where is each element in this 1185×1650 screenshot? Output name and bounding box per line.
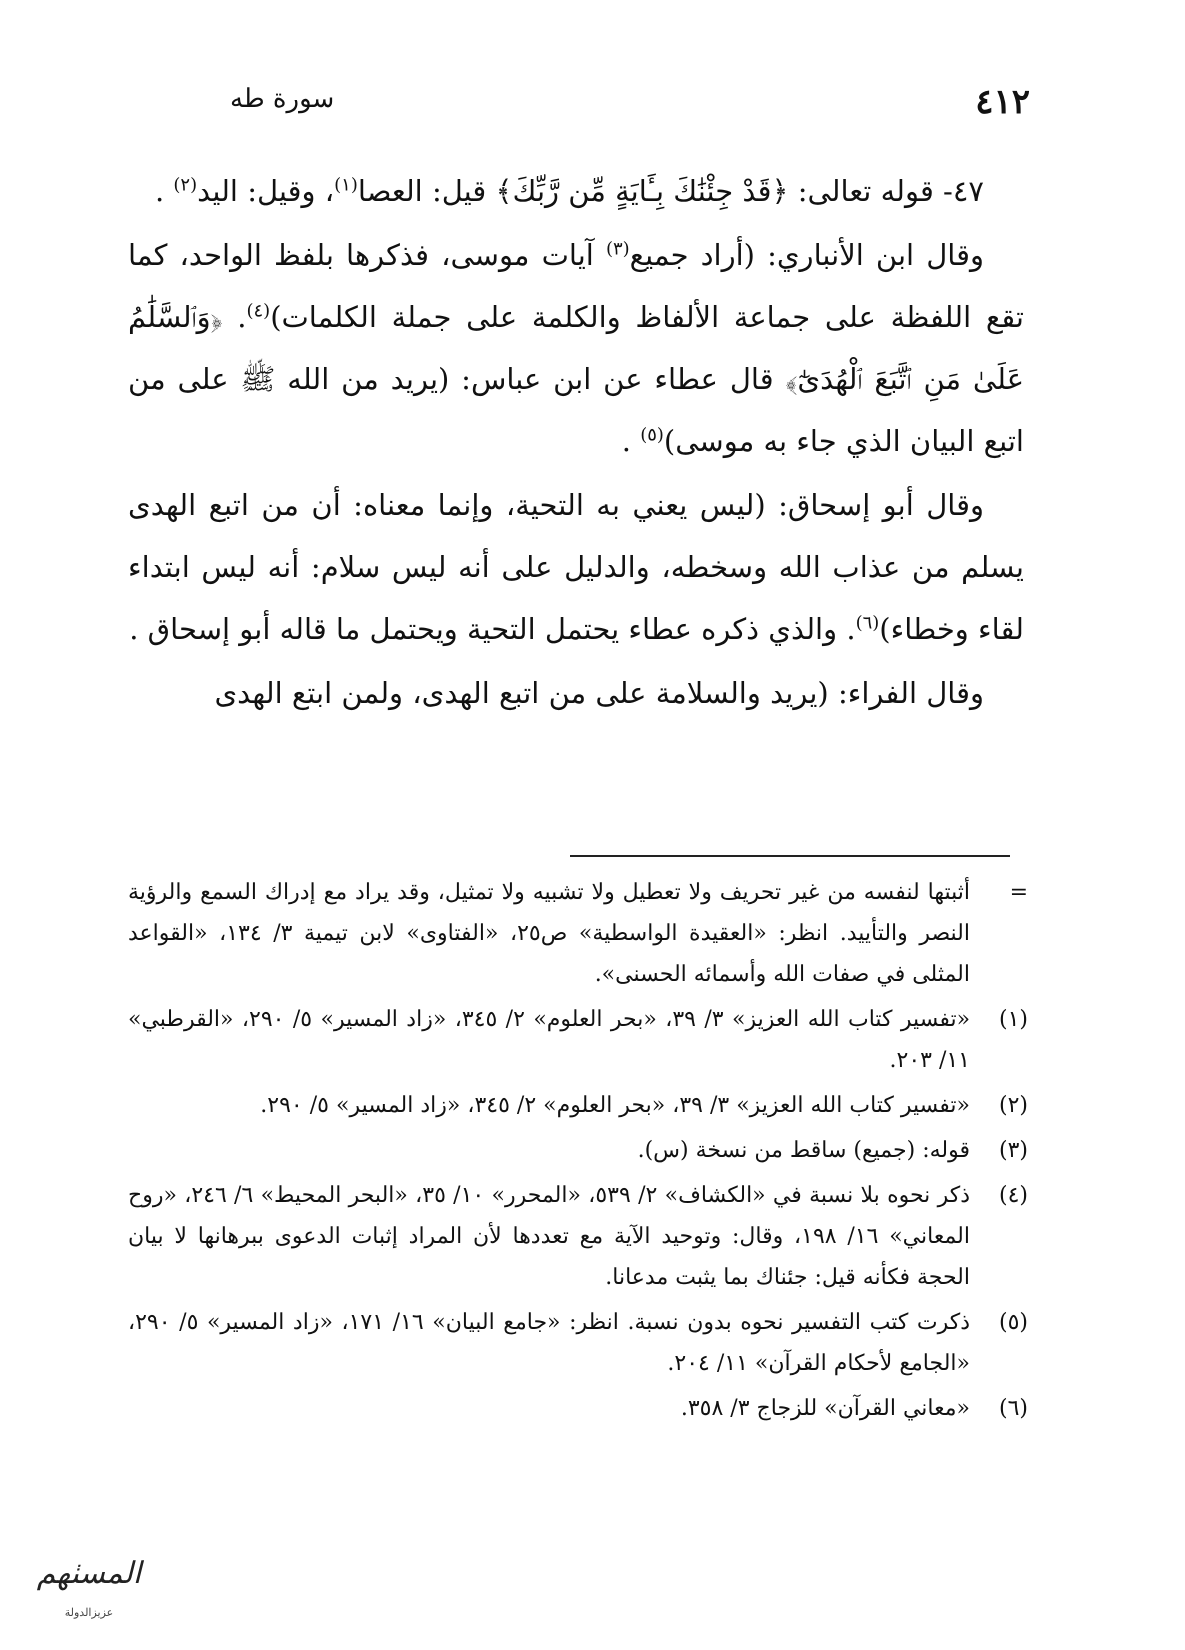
footnote-continued bbox=[128, 872, 1028, 995]
text-run: قيل: العصا bbox=[357, 174, 496, 208]
quran-quote: ﴿وَٱلسَّلَٰمُ عَلَىٰ مَنِ ٱتَّبَعَ ٱلْهُدَىٰٓ﴾ bbox=[128, 300, 1025, 396]
footnote-3 bbox=[128, 1130, 1028, 1171]
text-run: . bbox=[621, 424, 641, 458]
footnote-6 bbox=[128, 1388, 1028, 1429]
main-text bbox=[128, 160, 1024, 724]
footnote-marker: (٤) bbox=[998, 1183, 1028, 1208]
paragraph-al-farra: وقال الفراء: (يريد والسلامة على من اتبع الهدى، ولمن ابتع الهدى bbox=[214, 676, 984, 710]
stamp-subtext: عز‌يزالدولة bbox=[64, 1606, 114, 1619]
text-run: آيات موسى، فذكرها بلفظ الواحد، كما تقع اللفظة على جماعة الألفاظ والكلمة على جملة الكلمات) bbox=[128, 238, 1024, 334]
footnote-marker: (٥) bbox=[998, 1310, 1028, 1335]
text-run: قال عطاء عن ابن عباس: (يريد من الله ﷺ على من اتبع البيان الذي جاء به موسى) bbox=[128, 362, 1024, 458]
footnote-marker: (٦) bbox=[998, 1396, 1028, 1421]
text-run: . bbox=[222, 300, 247, 334]
text-run: ، وقيل: اليد bbox=[197, 174, 335, 208]
footnote-ref-6[interactable]: (٦) bbox=[855, 612, 880, 634]
footnote-text: «تفسير كتاب الله العزيز» ٣/ ٣٩، «بحر العلوم» ٢/ ٣٤٥، «زاد المسير» ٥/ ٢٩٠، «القرطبي» ١١/ ٢٠٣. bbox=[128, 1007, 971, 1073]
footnote-text: ذكرت كتب التفسير نحوه بدون نسبة. انظر: «جامع البيان» ١٦/ ١٧١، «زاد المسير» ٥/ ٢٩٠، «الجامع لأحكام القرآن» ١١/ ٢٠٤. bbox=[128, 1310, 971, 1376]
stamp-text: المسٺهم bbox=[36, 1556, 142, 1591]
text-run: وقال ابن الأنباري: (أراد جميع bbox=[629, 238, 984, 272]
footnote-ref-2[interactable]: (٢) bbox=[173, 174, 198, 196]
publisher-stamp-logo bbox=[14, 1556, 164, 1636]
footnote-text: «تفسير كتاب الله العزيز» ٣/ ٣٩، «بحر العلوم» ٢/ ٣٤٥، «زاد المسير» ٥/ ٢٩٠. bbox=[260, 1093, 970, 1118]
text-run: وقال أبو إسحاق: (ليس يعني به التحية، وإنما معناه: أن من اتبع الهدى يسلم من عذاب الله وسخطه، والدليل على أنه ليس سلام: أنه ليس ابتداء لقاء وخطاء) bbox=[128, 488, 1024, 646]
footnote-4 bbox=[128, 1175, 1028, 1298]
quran-quote: ﴿قَدْ جِئْنَٰكَ بِـَٔايَةٍ مِّن رَّبِّكَ﴾ bbox=[495, 174, 789, 208]
paragraph-verse-47 bbox=[128, 160, 1024, 222]
footnote-2 bbox=[128, 1085, 1028, 1126]
footnote-separator bbox=[570, 855, 1010, 857]
text-run: . bbox=[154, 174, 174, 208]
footnote-ref-5[interactable]: (٥) bbox=[640, 424, 664, 446]
footnote-ref-1[interactable]: (١) bbox=[334, 174, 358, 196]
text-run: . والذي ذكره عطاء يحتمل التحية ويحتمل ما قاله أبو إسحاق . bbox=[129, 612, 856, 646]
footnote-marker: (٣) bbox=[998, 1138, 1028, 1163]
footnote-text: قوله: (جميع) ساقط من نسخة (س). bbox=[637, 1138, 970, 1163]
paragraph-abu-ishaq bbox=[128, 474, 1024, 660]
page-number: ٤١٢ bbox=[975, 82, 1030, 122]
footnote-5 bbox=[128, 1302, 1028, 1384]
footnote-marker: (٢) bbox=[998, 1093, 1028, 1118]
footnote-text: ذكر نحوه بلا نسبة في «الكشاف» ٢/ ٥٣٩، «المحرر» ١٠/ ٣٥، «البحر المحيط» ٦/ ٢٤٦، «روح المعاني» ١٦/ ١٩٨، وقال: وتوحيد الآية مع تعددها لأن المراد إثبات الدعوى ببرهانها لا بيان الحجة فكأنه قيل: جئناك بما يثبت مدعانا. bbox=[128, 1183, 970, 1290]
page-header bbox=[140, 78, 1030, 128]
footnote-text: أثبتها لنفسه من غير تحريف ولا تعطيل ولا تشبيه ولا تمثيل، وقد يراد مع إدراك السمع والرؤية النصر والتأييد. انظر: «العقيدة الواسطية» ص٢٥، «الفتاوى» لابن تيمية ٣/ ١٣٤، «القواعد المثلى في صفات الله وأسمائه الحسنى». bbox=[128, 880, 970, 987]
footnote-marker: = bbox=[1009, 880, 1028, 905]
footnote-ref-3[interactable]: (٣) bbox=[605, 238, 630, 260]
footnote-marker: (١) bbox=[998, 1007, 1028, 1032]
footnote-1 bbox=[128, 999, 1028, 1081]
footnote-ref-4[interactable]: (٤) bbox=[246, 300, 271, 322]
text-run: ٤٧- قوله تعالى: bbox=[788, 174, 984, 208]
surah-title: سورة طه bbox=[230, 84, 335, 114]
footnotes bbox=[128, 872, 1028, 1433]
footnote-text: «معاني القرآن» للزجاج ٣/ ٣٥٨. bbox=[680, 1396, 970, 1421]
paragraph-ibn-al-anbari bbox=[128, 224, 1024, 472]
